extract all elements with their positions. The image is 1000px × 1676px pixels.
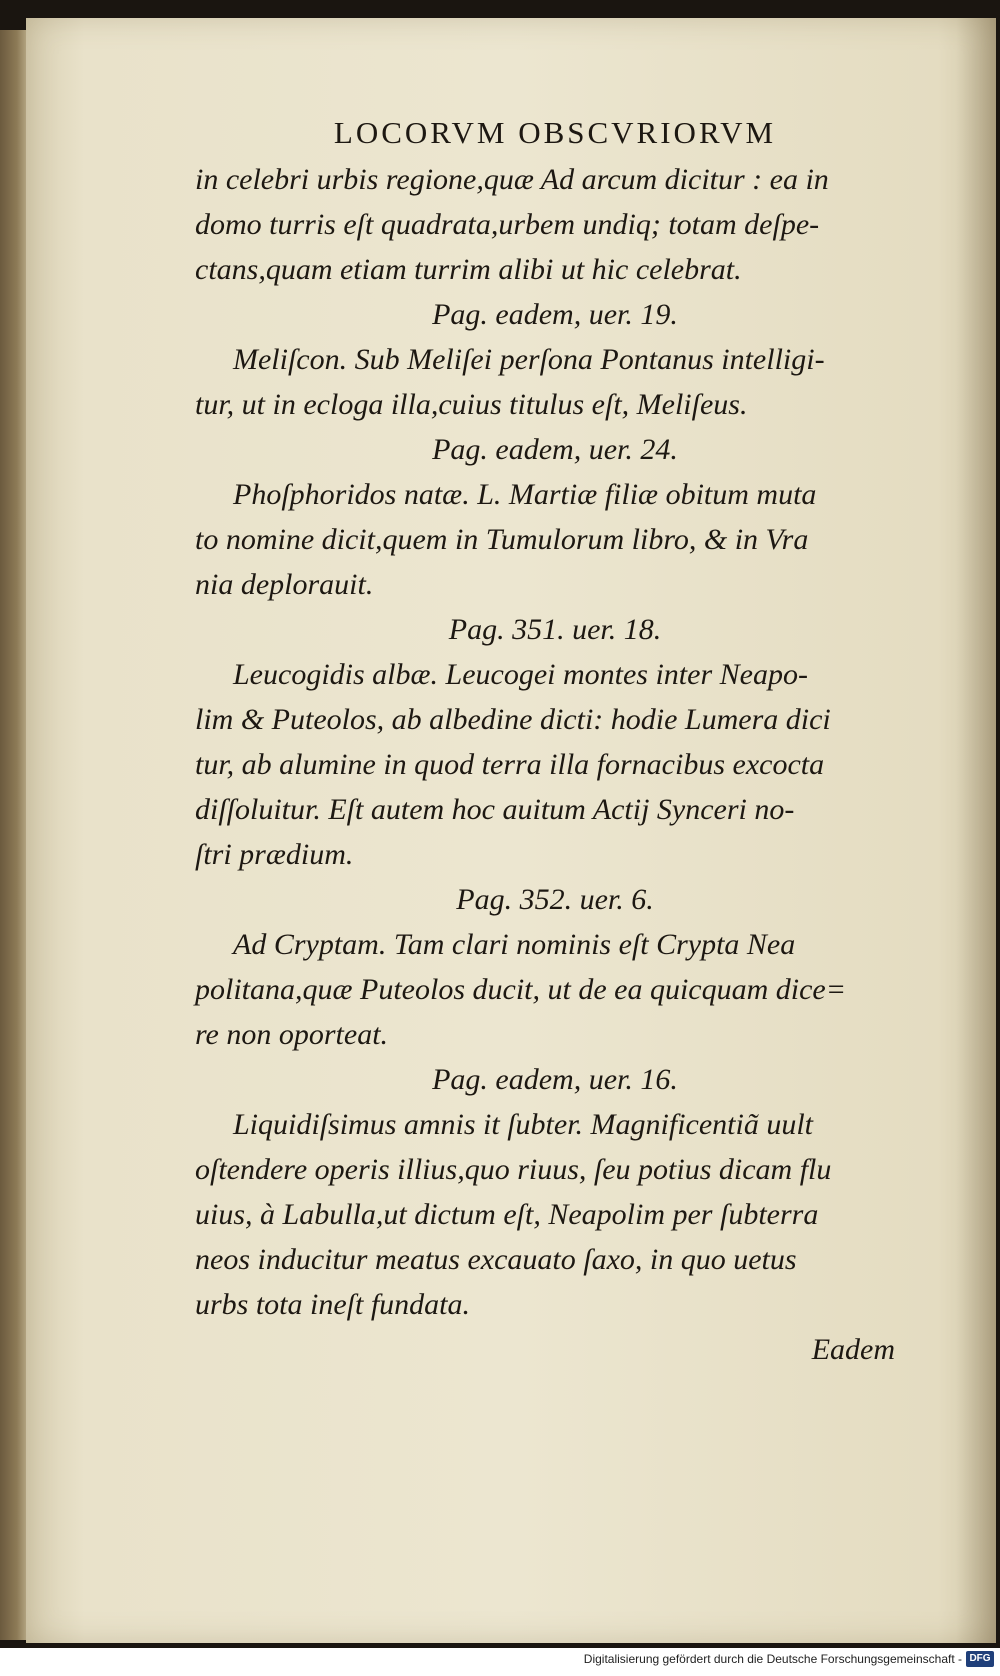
text-line: ſtri prædium. — [195, 838, 354, 871]
text-line: Meliſcon. Sub Meliſei perſona Pontanus intelligi- — [233, 343, 825, 376]
text-line: nia deplorauit. — [195, 568, 374, 601]
page-text — [195, 110, 895, 1372]
commentary-paragraph — [195, 652, 895, 877]
text-line: in celebri urbis regione,quæ Ad arcum dicitur : ea in — [195, 163, 829, 196]
commentary-paragraph — [195, 337, 895, 427]
text-line: domo turris eſt quadrata,urbem undiq; totam deſpe- — [195, 208, 820, 241]
text-blocks — [195, 157, 895, 1327]
page-reference: Pag. eadem, uer. 16. — [432, 1063, 678, 1096]
page-reference: Pag. 352. uer. 6. — [456, 883, 654, 916]
footer-credit: Digitalisierung gefördert durch die Deutsche Forschungsgemeinschaft - — [583, 1652, 962, 1666]
text-line: re non oporteat. — [195, 1018, 389, 1051]
text-line: neos inducitur meatus excauato ſaxo, in quo uetus — [195, 1243, 797, 1276]
text-line: oſtendere operis illius,quo riuus, ſeu potius dicam flu — [195, 1153, 832, 1186]
text-line: tur, ab alumine in quod terra illa fornacibus excocta — [195, 748, 825, 781]
text-line: uius, à Labulla,ut dictum eſt, Neapolim per ſubterra — [195, 1198, 819, 1231]
commentary-paragraph — [195, 157, 895, 292]
text-line: Leucogidis albæ. Leucogei montes inter Neapo- — [233, 658, 808, 691]
running-head: LOCORVM OBSCVRIORVM — [333, 115, 777, 150]
text-line: urbs tota ineſt fundata. — [195, 1288, 471, 1321]
page-reference: Pag. 351. uer. 18. — [448, 613, 662, 646]
commentary-paragraph — [195, 472, 895, 607]
text-line: diſſoluitur. Eſt autem hoc auitum Actij Synceri no- — [195, 793, 795, 826]
page-gutter-shadow — [956, 18, 996, 1643]
catchword: Eadem — [811, 1333, 895, 1366]
text-line: Phoſphoridos natæ. L. Martiæ filiæ obitum muta — [233, 478, 817, 511]
text-line: lim & Puteolos, ab albedine dicti: hodie Lumera dici — [195, 703, 831, 736]
commentary-paragraph — [195, 922, 895, 1057]
dfg-logo: DFG — [966, 1651, 994, 1667]
text-line: ctans,quam etiam turrim alibi ut hic celebrat. — [195, 253, 742, 286]
book-edge — [0, 30, 28, 1640]
commentary-paragraph — [195, 1102, 895, 1327]
page-reference: Pag. eadem, uer. 19. — [432, 298, 678, 331]
text-line: to nomine dicit,quem in Tumulorum libro, & in Vra — [195, 523, 809, 556]
text-line: politana,quæ Puteolos ducit, ut de ea quicquam dice= — [195, 973, 846, 1006]
text-line: Liquidiſsimus amnis it ſubter. Magnificentiã uult — [233, 1108, 814, 1141]
text-line: Ad Cryptam. Tam clari nominis eſt Crypta Nea — [233, 928, 796, 961]
page-reference: Pag. eadem, uer. 24. — [432, 433, 678, 466]
text-line: tur, ut in ecloga illa,cuius titulus eſt, Meliſeus. — [195, 388, 748, 421]
